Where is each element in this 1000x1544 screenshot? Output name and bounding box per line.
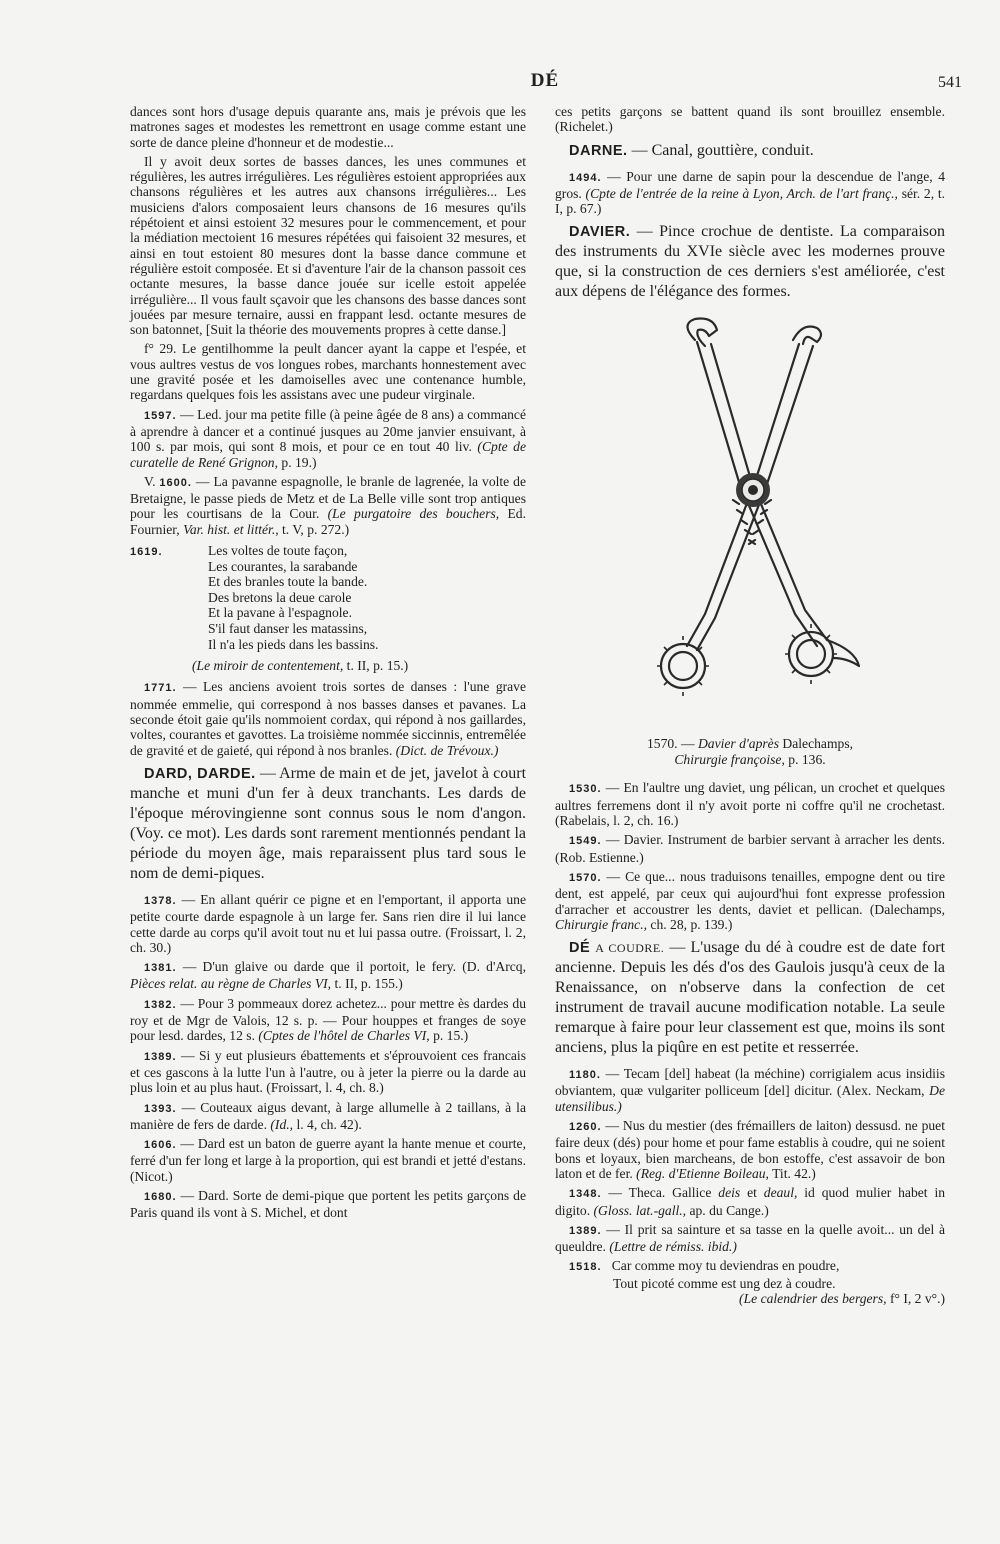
right-hook-shape xyxy=(793,327,821,345)
quote-year: 1180. xyxy=(569,1069,601,1082)
verse-line: Car comme moy tu deviendras en poudre, xyxy=(611,1258,840,1274)
quote-source-page: Tit. 42.) xyxy=(772,1165,816,1181)
quote-year: 1680. xyxy=(144,1191,177,1203)
quote-source: (Reg. d'Etienne Boileau, xyxy=(636,1165,769,1181)
poem-line: S'il faut danser les matassins, xyxy=(208,620,368,636)
quote-text: — Theca. Gallice xyxy=(608,1185,712,1201)
dental-forceps-drawing xyxy=(555,314,945,732)
poem-source xyxy=(130,658,526,673)
quote-conjunction: et xyxy=(747,1185,757,1201)
caption-page: p. 136. xyxy=(788,752,826,768)
quote-source: (Id., xyxy=(270,1116,294,1132)
quote-source-page: t. II, p. 155.) xyxy=(334,976,403,992)
poem-source-page: t. II, p. 15.) xyxy=(346,658,409,674)
poem-1619 xyxy=(130,543,526,652)
quote-source: (Cpte de curatelle de René Grignon, xyxy=(130,439,527,470)
quote-year: 1606. xyxy=(144,1139,177,1152)
quotation-1680 xyxy=(130,1188,526,1221)
quotation-1389 xyxy=(130,1048,526,1096)
quotation-1381 xyxy=(130,959,526,992)
poem-source-title: (Le miroir de contentement, xyxy=(192,658,344,674)
quote-year: 1393. xyxy=(144,1102,177,1115)
quote-year: 1494. xyxy=(569,171,602,184)
quote-year: 1530. xyxy=(569,783,602,796)
quote-source-page: p. 15.) xyxy=(433,1028,469,1044)
quote-word: deis xyxy=(718,1185,741,1201)
verse-source-title: (Le calendrier des bergers, xyxy=(739,1291,887,1307)
quote-source: (Gloss. lat.-gall., xyxy=(593,1202,687,1218)
toothed-wheel-left-inner xyxy=(669,652,697,680)
quote-source: (Dict. de Trévoux.) xyxy=(395,742,499,758)
quote-text: — Nus du mestier (des frémaillers de laiton) dessusd. ne puet faire deux (dés) pour home et pour fame establis à coudre, qui ne soient bons et loyaux, bien marcheans, de bon estoffe, c'est assavoir de bon laton et de fer. xyxy=(555,1118,945,1181)
quote-source: Pièces relat. au règne de Charles VI, xyxy=(130,976,332,992)
pivot-center xyxy=(748,485,758,495)
quotation-1530 xyxy=(555,780,945,828)
paragraph: dances sont hors d'usage depuis quarante ans, mais je prévois que les matrones sages et modestes les remettront en usage comme estant une sorte de dance pleine d'honneur et de modestie... xyxy=(130,104,526,150)
entry-dard xyxy=(130,764,526,884)
quote-text: — D'un glaive ou darde que il portoit, le fery. (D. d'Arcq, xyxy=(182,959,526,975)
page-number: 541 xyxy=(938,74,962,91)
quotation-1389-de xyxy=(555,1222,945,1255)
quotation-1600 xyxy=(130,474,526,537)
poem-lines xyxy=(208,543,378,652)
quote-text: — En l'aultre ung daviet, ung pélican, un crochet et quelques aultres ferremens dont il n'y avoit porte ni coffre qu'il ne crochetast. (Rabelais, l. 2, ch. 16.) xyxy=(555,780,945,829)
quotation-1260 xyxy=(555,1118,945,1181)
quote-source: Chirurgie franc., xyxy=(555,916,648,932)
caption-author: Dalechamps, xyxy=(782,736,854,752)
quote-year: 1381. xyxy=(144,962,177,975)
quote-source-page: sér. 2, t. I, p. 67.) xyxy=(555,185,946,217)
quote-text: — Tecam [del] habeat (la méchine) corrigialem acus insidiis obviantem, quæ vulgariter polliceum [del] dicitur. (Alex. Neckam, xyxy=(555,1066,945,1099)
running-head: DÉ xyxy=(530,70,560,91)
quote-year: 1260. xyxy=(569,1121,602,1134)
quotation-1382 xyxy=(130,996,526,1044)
left-hook-shape xyxy=(688,319,718,347)
quote-word: deaul, xyxy=(763,1185,798,1201)
quote-source-page: ap. du Cange.) xyxy=(689,1202,769,1218)
quote-year: 1549. xyxy=(569,835,602,848)
quote-source: (Le purgatoire des bouchers, xyxy=(327,506,500,522)
quote-source-page: l. 4, ch. 42). xyxy=(296,1116,362,1132)
quote-source: (Cpte de l'entrée de la reine à Lyon, Arch. de l'art franç., xyxy=(585,185,898,201)
quote-source-page: p. 19.) xyxy=(281,454,317,470)
headword-sub: A COUDRE. xyxy=(595,941,665,956)
right-column xyxy=(555,104,945,1306)
quote-text: — Si y eut plusieurs ébattements et s'éprouvoient ces francais et ces gascons à la lutte l'un à l'autre, ou à jeter la pierre ou la darde au plus loin et au plus haut. (Froissart, l. 4, ch. 8.) xyxy=(130,1047,526,1096)
quote-year: 1389. xyxy=(569,1224,602,1237)
quote-text: — Il prit sa sainture et sa tasse en la quelle avoit... un del à queuldre. xyxy=(555,1221,946,1255)
figure-caption xyxy=(555,736,945,768)
quote-source: (Lettre de rémiss. ibid.) xyxy=(609,1239,737,1255)
quote-text: — Pour une darne de sapin pour la descendue de l'ange, 4 gros. xyxy=(555,168,946,201)
entry-definition: — Pince crochue de dentiste. La comparaison des instruments du XVIe siècle avec les modernes prouve que, si la construction de ces derniers s'est améliorée, c'est aux dépens de l'élégance des formes. xyxy=(555,223,946,301)
quote-text: — Dard est un baton de guerre ayant la hante menue et courte, ferré d'un fer long et large à la proportion, qui est brandi et jetté d'estans. (Nicot.) xyxy=(130,1136,526,1184)
quote-text: — La pavanne espagnolle, le branle de lagrenée, la volte de Bretaigne, le passe pieds de Metz et de La Belle ville sont trop antiques pour les courtisans de la Cour. xyxy=(130,473,526,522)
caption-work: Chirurgie françoise, xyxy=(674,752,785,768)
entry-definition: — Canal, gouttière, conduit. xyxy=(631,141,814,159)
quote-text: — En allant quérir ce pigne et en l'emportant, il apporta une petite courte darde espagnole à un large fer. Sans rien dire il lui lance cette darde au corps qu'il avoit tout nu et lui passa outre. (Froissart, l. 2, ch. 30.) xyxy=(130,891,526,955)
verse-line: Tout picoté comme est ung dez à coudre. xyxy=(613,1275,836,1291)
quote-year: 1389. xyxy=(144,1050,177,1063)
quote-year: 1619. xyxy=(130,546,163,559)
pivot-rosette xyxy=(736,473,770,507)
quotation-1378 xyxy=(130,892,526,955)
quote-year: 1382. xyxy=(144,998,177,1011)
quote-year: 1600. xyxy=(159,476,192,489)
caption-figure-year: 1570. — xyxy=(646,736,695,752)
entry-davier xyxy=(555,222,945,302)
dental-forceps-illustration xyxy=(555,314,945,732)
quote-source-page: t. V, p. 272.) xyxy=(282,521,350,537)
paragraph: f° 29. Le gentilhomme la peult dancer ayant la cappe et l'espée, et vous aultres vestus de vos longues robes, marchants honnestement avec une gravité posée et les damoiselles avec une contenance humble, regardans quelques fois les assistans avec une pudeur virginale. xyxy=(130,341,526,403)
verse-source xyxy=(555,1291,945,1306)
poem-line: Et des branles toute la bande. xyxy=(208,574,368,590)
quote-year: 1518. xyxy=(569,1261,602,1274)
paragraph: Il y avoit deux sortes de basses dances, les unes communes et régulières, les autres irrégulières. Les régulières estoient appropriées aux chansons régulières et les autres aux chansons irrégulières... Les musiciens d'alors composaient leurs chansons de 16 mesures qu'ils répétoient et ainsi estoient 32 mesures pour le commencement, et pour la médiation mectoient 16 mesures répétées qui faisoient 32 mesures, et ainsi en tout estoient 80 mesures dont la basse dance commune et régulière estoit composée. Et si d'aventure l'air de la chanson passoit ces octante mesures, la basse dance jouée sur icelle estoit appelée irrégulière... Il vous fault sçavoir que les chansons des basse dances sont jouées par mesure ternaire, aussi en frappant lesd. octante mesures de son batonnet, [Suit la théorie des mouvements propres à cette danse.] xyxy=(130,153,526,338)
quote-text: — Les anciens avoient trois sortes de danses : l'une grave nommée emmelie, qui correspond à nos basses danses et pavanes. La seconde étoit gaie qu'ils nommoient cordax, qui répond à nos gaillardes, voltes, courantes et gavottes. La troisième nommée siccinnis, entremêlée de gravité et de gaieté, qui répond à nos branles. xyxy=(130,679,527,758)
caption-title: Davier d'après xyxy=(697,736,780,752)
quote-year: 1378. xyxy=(144,894,177,907)
quotation-1180 xyxy=(555,1066,945,1114)
quote-prefix: V. xyxy=(144,473,156,489)
quote-text: — Davier. Instrument de barbier servant à arracher les dents. (Rob. Estienne.) xyxy=(555,832,945,865)
paragraph-continuation: ces petits garçons se battent quand ils sont brouillez ensemble. (Richelet.) xyxy=(555,104,945,135)
quote-text: — Ce que... nous traduisons tenailles, empogne dent ou tire dent, est appelé, par ceux qui aujourd'hui font expresse profession d'arracher et accoustrer les dents, daviet et pellican. (Dalechamps, xyxy=(555,868,945,917)
quotation-1393 xyxy=(130,1100,526,1133)
quote-year: 1597. xyxy=(144,409,177,422)
quotation-1348 xyxy=(555,1185,945,1218)
quote-source: De utensilibus.) xyxy=(555,1083,946,1114)
quote-year: 1570. xyxy=(569,871,602,884)
toothed-wheel-right-inner xyxy=(797,640,825,668)
headword: DÉ xyxy=(569,940,591,957)
poem-line: Les courantes, la sarabande xyxy=(208,558,358,574)
quote-text: — Led. jour ma petite fille (à peine âgée de 8 ans) a commancé à aprendre à dancer et a continué jusques au 20me janvier ensuivant, à 100 s. par mois, qui sont 8 mois, et pour ce en tout 40 liv. xyxy=(130,406,526,455)
left-column xyxy=(130,104,526,1225)
poem-line: Il n'a les pieds dans les bassins. xyxy=(208,636,379,652)
quote-source-page: ch. 28, p. 139.) xyxy=(650,916,733,932)
quote-year: 1348. xyxy=(569,1188,602,1201)
headword: DARD, DARDE. xyxy=(144,765,256,782)
quotation-1494 xyxy=(555,169,945,217)
quote-text-continued: id quod mulier habet in digito. xyxy=(555,1185,946,1218)
quote-year: 1771. xyxy=(144,682,177,695)
quotation-1771 xyxy=(130,679,526,757)
poem-line: Les voltes de toute façon, xyxy=(208,543,348,559)
entry-definition: — L'usage du dé à coudre est de date fort ancienne. Depuis les dés d'os des Gaulois jusqu'à ceux de la Renaissance, on n'observe dans la confection de cet instrument de travail aucune modification notable. La seule remarque à faire pour leur classement est que, moins ils sont anciens, plus la piqûre en est petite et resserrée. xyxy=(555,939,946,1057)
quotation-1597 xyxy=(130,407,526,470)
quote-text: — Dard. Sorte de demi-pique que portent les petits garçons de Paris quand ils vont à S. Michel, et dont xyxy=(130,1188,526,1221)
verse-source-page: f° I, 2 v°.) xyxy=(889,1291,945,1307)
poem-line: Des bretons la deue carole xyxy=(208,589,352,605)
entry-darne xyxy=(555,141,945,161)
quotation-1570 xyxy=(555,869,945,932)
quote-text: — Pour 3 pommeaux dorez achetez... pour mettre ès dardes du roy et de Mgr de Valois, 12 s. p. — Pour houppes et franges de soye pour lesd. dardes, 12 s. xyxy=(130,995,526,1044)
headword: DAVIER. xyxy=(569,224,631,241)
quotation-1606 xyxy=(130,1136,526,1184)
headword: DARNE. xyxy=(569,142,628,159)
poem-line: Et la pavane à l'espagnole. xyxy=(208,605,352,621)
quote-source-editor: Ed. Fournier, xyxy=(130,506,526,537)
quote-text: — Couteaux aigus devant, à large allumelle à 2 taillans, à la manière de fers de darde. xyxy=(130,1099,526,1132)
entry-definition: — Arme de main et de jet, javelot à court manche et muni d'un fer à deux tranchants. Les dards de l'époque mérovingienne sont connus sous le nom d'angon. (Voy. ce mot). Les dards sont rarement mentionnés pendant la période du moyen âge, mais reparaissent plus tard sous le nom de demi-piques. xyxy=(130,764,527,882)
quotation-1518 xyxy=(555,1258,945,1306)
quotation-1549 xyxy=(555,832,945,865)
toothed-wheel-left xyxy=(661,644,705,688)
entry-de-a-coudre xyxy=(555,938,945,1058)
quote-source-work: Var. hist. et littér., xyxy=(183,521,279,537)
quote-source: (Cptes de l'hôtel de Charles VI, xyxy=(258,1028,430,1044)
